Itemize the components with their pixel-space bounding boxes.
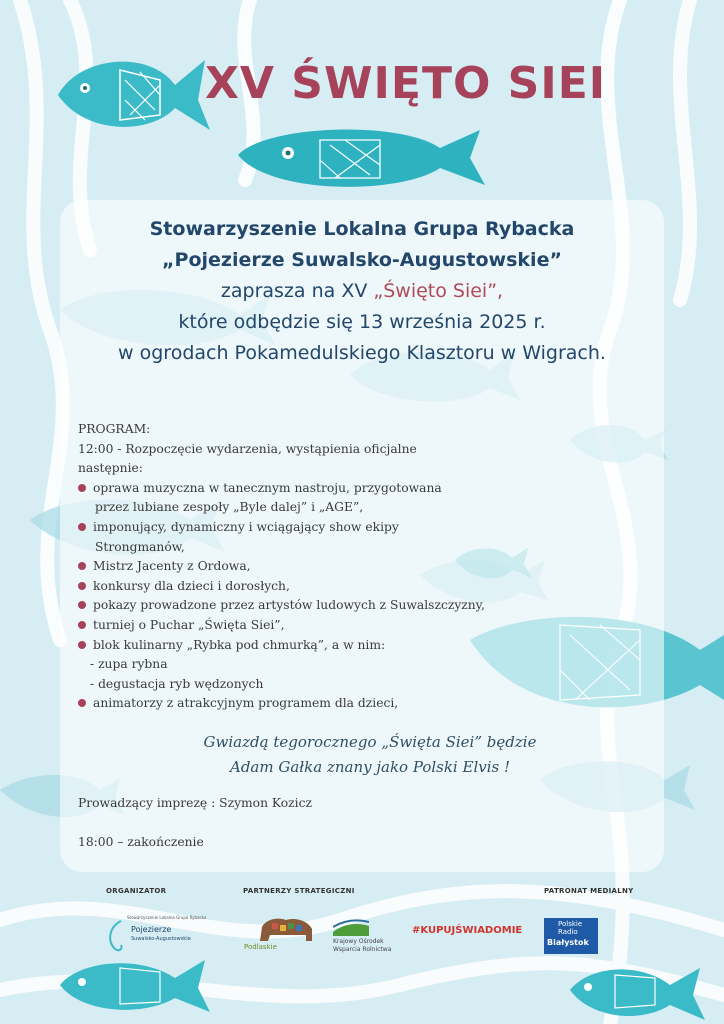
list-item-continuation: Strongmanów, [95, 539, 185, 554]
invite-line [62, 276, 662, 307]
program-section [78, 420, 598, 714]
bullet-icon [78, 582, 86, 590]
podlaskie-logo [244, 915, 314, 955]
invite-prefix: zaprasza na XV [220, 280, 374, 302]
list-item: blok kulinarny „Rybka pod chmurką”, a w nim: [78, 636, 598, 656]
organizer-label: ORGANIZATOR [106, 887, 167, 895]
bullet-icon [78, 641, 86, 649]
invitation-text [62, 214, 662, 369]
program-opening: 12:00 - Rozpoczęcie wydarzenia, wystąpienia oficjalne [78, 441, 417, 456]
list-item: imponujący, dynamiczny i wciągający show ekipy [78, 518, 598, 538]
podlaskie-logo-text: Podlaskie [244, 943, 277, 951]
fields-icon [333, 918, 369, 936]
list-item-continuation: przez lubiane zespoły „Byle dalej” i „AGE”, [95, 500, 364, 515]
radio-logo-line1: Polskie [558, 920, 583, 928]
list-item: animatorzy z atrakcyjnym programem dla dzieci, [78, 694, 598, 714]
bullet-icon [78, 621, 86, 629]
list-item: Mistrz Jacenty z Ordowa, [78, 557, 598, 577]
kowr-logo [333, 918, 403, 958]
date-line: które odbędzie się 13 września 2025 r. [178, 311, 546, 333]
organizer-line: Stowarzyszenie Lokalna Grupa Rybacka [149, 218, 575, 240]
bullet-icon [78, 484, 86, 492]
program-heading: PROGRAM: [78, 422, 151, 436]
bullet-icon [78, 523, 86, 531]
media-label: PATRONAT MEDIALNY [544, 887, 634, 895]
star-announcement [130, 730, 610, 780]
fish-bottom-right-icon [570, 968, 705, 1020]
bullet-icon [78, 562, 86, 570]
list-item: pokazy prowadzone przez artystów ludowych z Suwalszczyzny, [78, 596, 598, 616]
kowr-logo-line2: Wsparcia Rolnictwa [333, 946, 392, 953]
radio-bialystok-logo [544, 918, 598, 954]
seaweed-right-2 [680, 0, 690, 300]
kowr-logo-line1: Krajowy Ośrodek [333, 938, 384, 945]
closing-line: 18:00 – zakończenie [78, 835, 204, 849]
kupuj-swiadomie-logo: #KUPUJŚWIADOMIE [412, 925, 523, 936]
fish-hook-icon [105, 919, 127, 953]
seaweed-left [20, 0, 63, 640]
organizer-logo [105, 915, 207, 957]
organizer-logo-small: Stowarzyszenie Lokalna Grupa Rybacka [127, 915, 207, 920]
radio-logo-line3: Białystok [547, 938, 589, 947]
sub-item: - degustacja ryb wędzonych [90, 676, 264, 691]
sub-item: - zupa rybna [90, 657, 168, 672]
location-line: w ogrodach Pokamedulskiego Klasztoru w Wigrach. [118, 342, 606, 364]
radio-logo-line2: Radio [558, 928, 578, 936]
organizer-logo-name2: Suwalsko-Augustowskie [131, 936, 191, 942]
fish-bottom-left-icon [60, 960, 210, 1012]
list-item: konkursy dla dzieci i dorosłych, [78, 577, 598, 597]
bullet-icon [78, 699, 86, 707]
list-item: turniej o Puchar „Święta Siei”, [78, 616, 598, 636]
organizer-name-line: „Pojezierze Suwalsko-Augustowskie” [162, 249, 562, 271]
program-next: następnie: [78, 461, 143, 476]
partners-label: PARTNERZY STRATEGICZNI [243, 887, 355, 895]
list-item: oprawa muzyczna w tanecznym nastroju, przygotowana [78, 479, 598, 499]
organizer-logo-name1: Pojezierze [131, 925, 172, 934]
page-title: XV ŚWIĘTO SIEI [205, 58, 607, 109]
bullet-icon [78, 601, 86, 609]
star-line-1: Gwiazdą tegorocznego „Święta Siei” będzie [203, 733, 537, 751]
host-line: Prowadzący imprezę : Szymon Kozicz [78, 796, 312, 810]
fish-center-icon [238, 130, 485, 187]
bison-icon [256, 915, 316, 945]
star-line-2: Adam Gałka znany jako Polski Elvis ! [229, 758, 511, 776]
event-name-highlight: „Święto Siei”, [373, 280, 504, 302]
